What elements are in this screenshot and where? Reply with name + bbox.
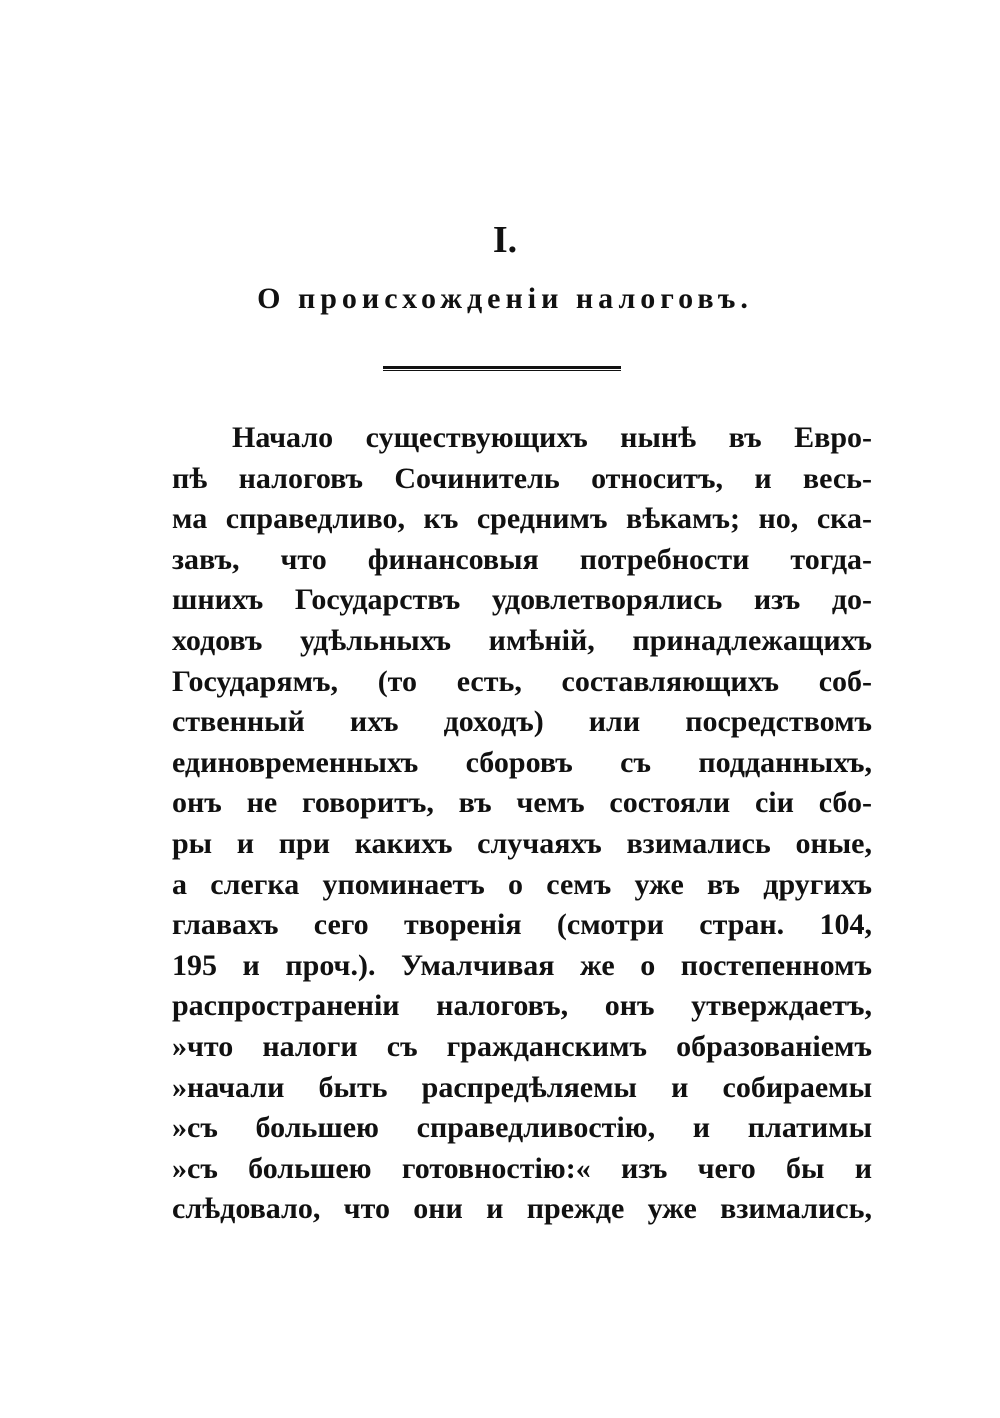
text-line-5: шнихъ Государствъ удовлетворялись изъ до- bbox=[172, 583, 872, 617]
chapter-title: О происхожденіи налоговъ. bbox=[257, 282, 753, 315]
text-line-19: »съ большею готовностію:« изъ чего бы и bbox=[172, 1151, 872, 1185]
text-line-7: Государямъ, (то есть, составляющихъ соб- bbox=[172, 664, 872, 698]
text-line-4: завъ, что финансовыя потребности тогда- bbox=[172, 542, 872, 576]
divider-rule bbox=[383, 366, 621, 371]
text-line-18: »съ большею справедливостію, и платимы bbox=[172, 1111, 872, 1145]
text-line-17: »начали быть распредѣляемы и собираемы bbox=[172, 1070, 872, 1104]
text-line-8: ственный ихъ доходъ) или посредствомъ bbox=[172, 705, 872, 739]
text-line-6: ходовъ удѣльныхъ имѣній, принадлежащихъ bbox=[172, 623, 872, 657]
text-line-11: ры и при какихъ случаяхъ взимались оные, bbox=[172, 826, 872, 860]
text-line-15: распространеніи налоговъ, онъ утверждаетъ, bbox=[172, 989, 872, 1023]
text-line-13: главахъ сего творенія (смотри стран. 104, bbox=[172, 908, 872, 942]
text-line-10: онъ не говоритъ, въ чемъ состояли сіи сбо- bbox=[172, 786, 872, 820]
text-line-16: »что налоги съ гражданскимъ образованіемъ bbox=[172, 1029, 872, 1063]
text-line-3: ма справедливо, къ среднимъ вѣкамъ; но, ска- bbox=[172, 502, 872, 536]
text-line-20: слѣдовало, что они и прежде уже взимались, bbox=[172, 1192, 872, 1226]
text-line-14: 195 и проч.). Умалчивая же о постепенномъ bbox=[172, 948, 872, 982]
text-line-2: пѣ налоговъ Сочинитель относитъ, и весь- bbox=[172, 461, 872, 495]
text-line-1: Начало существующихъ нынѣ въ Евро- bbox=[232, 421, 872, 454]
chapter-number: I. bbox=[492, 219, 518, 261]
text-line-12: а слегка упоминаетъ о семъ уже въ другихъ bbox=[172, 867, 872, 901]
text-line-9: единовременныхъ сборовъ съ подданныхъ, bbox=[172, 745, 872, 779]
body-paragraph bbox=[172, 418, 872, 1230]
